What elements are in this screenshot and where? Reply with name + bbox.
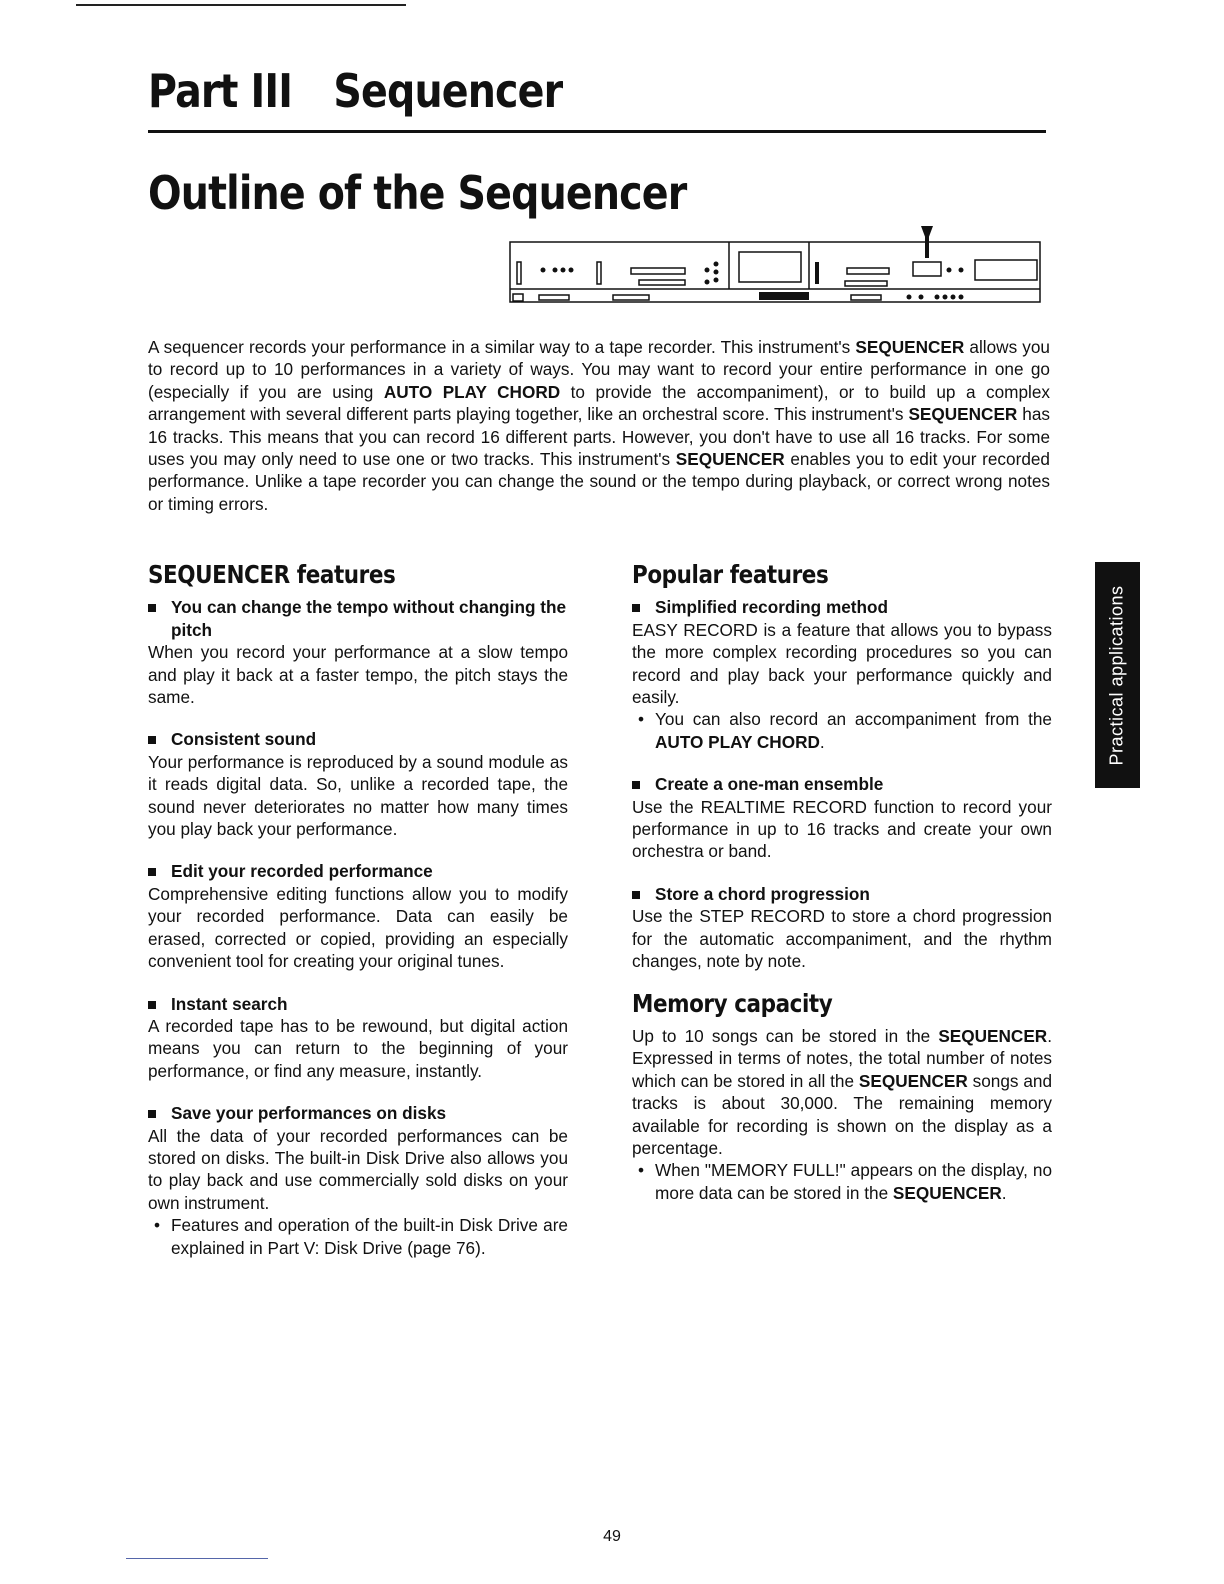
- intro-keyword: AUTO PLAY CHORD: [383, 381, 561, 402]
- bottom-rule: [126, 1558, 268, 1559]
- note-keyword: SEQUENCER: [892, 1182, 1002, 1203]
- memory-keyword: SEQUENCER: [938, 1025, 1048, 1046]
- feature-item: [148, 860, 568, 972]
- feature-title: You can change the tempo without changing the pitch: [148, 596, 568, 641]
- memory-body: [632, 1025, 1052, 1159]
- chapter-title: Outline of the Sequencer: [148, 166, 687, 220]
- section-heading: SEQUENCER features: [148, 560, 396, 589]
- memory-text: songs and tracks is about 30,000. The remaining memory available for recording is shown on the display as a percentage.: [632, 1070, 1053, 1158]
- feature-body: Comprehensive editing functions allow you to modify your recorded performance. Data can easily be erased, corrected or copied, providing an especially convenient tool for creating your original tunes.: [148, 883, 568, 972]
- intro-keyword: SEQUENCER: [675, 449, 785, 470]
- part-name: Sequencer: [333, 64, 563, 118]
- feature-title: Consistent sound: [148, 728, 568, 750]
- intro-text: allows you to record up to 10 performances in a variety of ways. You may want to record your entire performance in one go (especially if you are using: [148, 337, 1050, 402]
- memory-text: Up to 10 songs can be stored in the: [632, 1025, 939, 1046]
- page-number: 49: [603, 1528, 621, 1545]
- feature-title: Create a one-man ensemble: [632, 773, 1052, 795]
- memory-note: [632, 1159, 1052, 1204]
- feature-item: [148, 596, 568, 708]
- section-heading: Memory capacity: [632, 988, 833, 1018]
- feature-body: Use the REALTIME RECORD function to record your performance in up to 16 tracks and create your own orchestra or band.: [632, 796, 1052, 862]
- feature-body: EASY RECORD is a feature that allows you to bypass the more complex recording procedures so you can record and play back your performance quickly and easily.: [632, 619, 1052, 708]
- note-text: When "MEMORY FULL!" appears on the display, no more data can be stored in the: [655, 1160, 1052, 1203]
- feature-body: All the data of your recorded performances can be stored on disks. The built-in Disk Drive also allows you to play back and use commercially sold disks on your own instrument.: [148, 1125, 568, 1213]
- note-text: You can also record an accompaniment from the: [655, 709, 1052, 730]
- feature-body: When you record your performance at a slow tempo and play it back at a faster tempo, the pitch stays the same.: [148, 642, 568, 708]
- memory-keyword: SEQUENCER: [858, 1070, 968, 1091]
- intro-keyword: SEQUENCER: [855, 337, 965, 357]
- feature-item: [632, 773, 1052, 863]
- intro-paragraph: [148, 336, 1050, 515]
- part-title: [148, 64, 562, 118]
- memory-text: . Expressed in terms of notes, the total number of notes which can be stored in all the: [632, 1025, 1052, 1091]
- feature-note: • Features and operation of the built-in Disk Drive are explained in Part V: Disk Drive (page 76).: [148, 1214, 568, 1259]
- feature-title: Edit your recorded performance: [148, 860, 568, 882]
- intro-text: A sequencer records your performance in a similar way to a tape recorder. This instrument's: [148, 337, 856, 357]
- control-panel-illustration: [509, 226, 1041, 308]
- feature-item: [148, 728, 568, 840]
- sequencer-features-column: [148, 560, 568, 1279]
- intro-keyword: SEQUENCER: [908, 404, 1018, 425]
- intro-text: has 16 tracks. This means that you can record 16 different parts. However, you don't have to use all 16 tracks. For some uses you may only need to use one or two tracks. This instrument's: [148, 404, 1050, 470]
- intro-text: enables you to edit your recorded performance. Unlike a tape recorder you can change the sound or the tempo during playback, or correct wrong notes or timing errors.: [148, 449, 1050, 514]
- note-text: .: [819, 731, 825, 752]
- feature-title: Instant search: [148, 993, 568, 1015]
- part-label: Part III: [148, 64, 293, 118]
- feature-item: [148, 1102, 568, 1259]
- feature-body: Use the STEP RECORD to store a chord progression for the automatic accompaniment, and the rhythm changes, note by note.: [632, 906, 1052, 972]
- title-rule: [148, 130, 1046, 133]
- section-heading: Popular features: [632, 560, 829, 589]
- popular-features-column: [632, 560, 1053, 1204]
- feature-item: [632, 883, 1052, 973]
- feature-item: [632, 596, 1052, 753]
- note-text: .: [1001, 1182, 1007, 1203]
- feature-title: Simplified recording method: [632, 596, 1052, 618]
- feature-title: Save your performances on disks: [148, 1102, 568, 1124]
- feature-body: A recorded tape has to be rewound, but digital action means you can return to the beginning of your performance, or find any measure, instantly.: [148, 1015, 568, 1081]
- feature-note: [632, 708, 1052, 753]
- intro-text: to provide the accompaniment), or to build up a complex arrangement with several different parts playing together, like an orchestral score. This instrument's: [148, 381, 1050, 425]
- feature-body: Your performance is reproduced by a sound module as it reads digital data. So, unlike a recorded tape, the sound never deteriorates no matter how many times you play back your performance.: [148, 751, 568, 840]
- feature-title: Store a chord progression: [632, 883, 1052, 905]
- feature-item: [148, 993, 568, 1083]
- top-rule: [76, 4, 406, 6]
- side-tab-label: Practical applications: [1107, 584, 1127, 766]
- section-side-tab: [1095, 562, 1140, 788]
- note-keyword: AUTO PLAY CHORD: [655, 731, 820, 752]
